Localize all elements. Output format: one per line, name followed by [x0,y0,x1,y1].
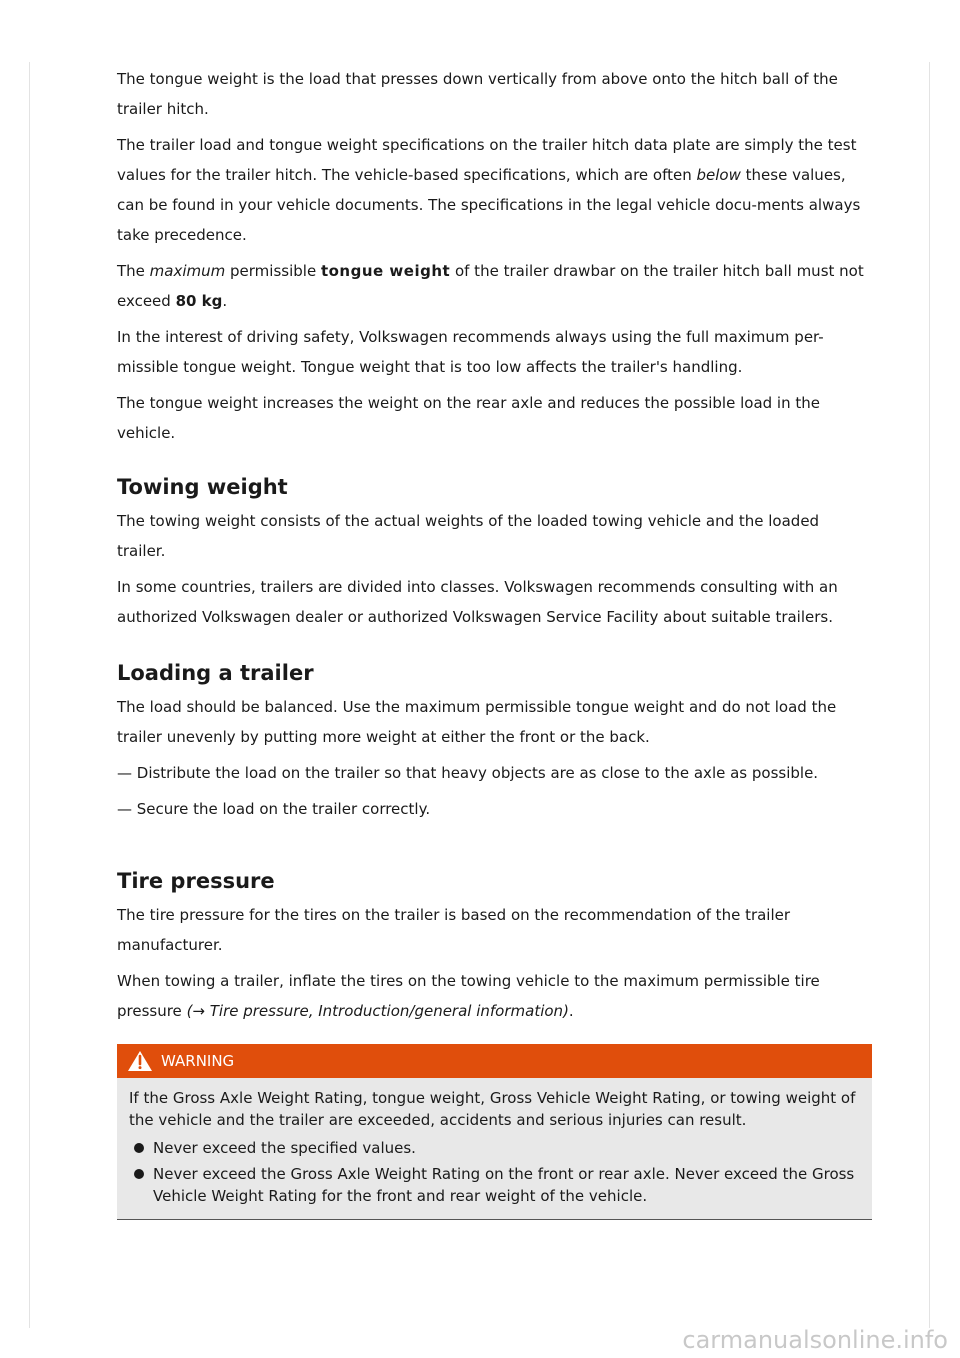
intro-paragraph-5: The tongue weight increases the weight on the rear axle and reduces the possible load in the vehicle. [117,394,820,442]
warning-body [117,1078,872,1220]
intro-paragraph-1: The tongue weight is the load that presses down vertically from above onto the hitch ball of the trailer hitch. [117,70,838,118]
bullet-icon [134,1169,144,1179]
towing-paragraph-1: The towing weight consists of the actual weights of the loaded towing vehicle and the loaded trailer. [117,512,820,560]
warning-text: If the Gross Axle Weight Rating, tongue weight, Gross Vehicle Weight Rating, or towing weight of the vehicle and the trailer are exceeded, accidents and serious injuries can result. [129,1089,856,1129]
warning-label: WARNING [161,1052,235,1070]
tire-paragraph-2: When towing a trailer, inflate the tires on the towing vehicle to the maximum permissible tire pressure (→ Tire pressure, Introduction/general information). [117,972,820,1020]
tongue-weight-term: tongue weight [320,262,451,280]
heading-loading-trailer: Loading a trailer [117,661,314,685]
heading-tire-pressure: Tire pressure [117,869,275,893]
bullet-icon [134,1143,144,1153]
heading-towing-weight: Towing weight [117,475,288,499]
list-item: Never exceed the specified values. [129,1137,860,1159]
intro-paragraph-3: The maximum permissible tongue weight of the trailer drawbar on the trailer hitch ball must not exceed 80 kg. [117,262,864,310]
tongue-weight-value: 80 kg [175,292,223,310]
list-item: Never exceed the Gross Axle Weight Rating on the front or rear axle. Never exceed the Gross Vehicle Weight Rating for the front and rear weight of the vehicle. [129,1163,860,1207]
warning-triangle-icon [127,1050,153,1072]
tire-paragraph-1: The tire pressure for the tires on the trailer is based on the recommendation of the trailer manufacturer. [117,906,791,954]
page-content [117,64,872,1220]
right-margin-rule [929,62,930,1328]
watermark: carmanualsonline.info [682,1326,948,1354]
cross-reference-link[interactable]: (→ Tire pressure, Introduction/general information) [186,1002,569,1020]
warning-box [117,1044,872,1220]
warning-header [117,1044,872,1078]
left-margin-rule [29,62,30,1328]
towing-paragraph-2: In some countries, trailers are divided into classes. Volkswagen recommends consulting with an authorized Volkswagen dealer or authorized Volkswagen Service Facility about suitable trailers. [117,578,838,626]
warning-bullet-list [129,1137,860,1207]
loading-paragraph-1: The load should be balanced. Use the maximum permissible tongue weight and do not load the trailer unevenly by putting more weight at either the front or the back. [117,698,837,746]
intro-paragraph-2: The trailer load and tongue weight specifications on the trailer hitch data plate are simply the test values for the trailer hitch. The vehicle-based specifications, which are often below these values, can be found in your vehicle documents. The specifications in the legal vehicle docu-ments always take precedence. [117,136,861,244]
list-item: — Distribute the load on the trailer so that heavy objects are as close to the axle as possible. [117,764,819,782]
intro-paragraph-4: In the interest of driving safety, Volkswagen recommends always using the full maximum per-missible tongue weight. Tongue weight that is too low affects the trailer's handling. [117,328,824,376]
list-item: — Secure the load on the trailer correctly. [117,800,431,818]
